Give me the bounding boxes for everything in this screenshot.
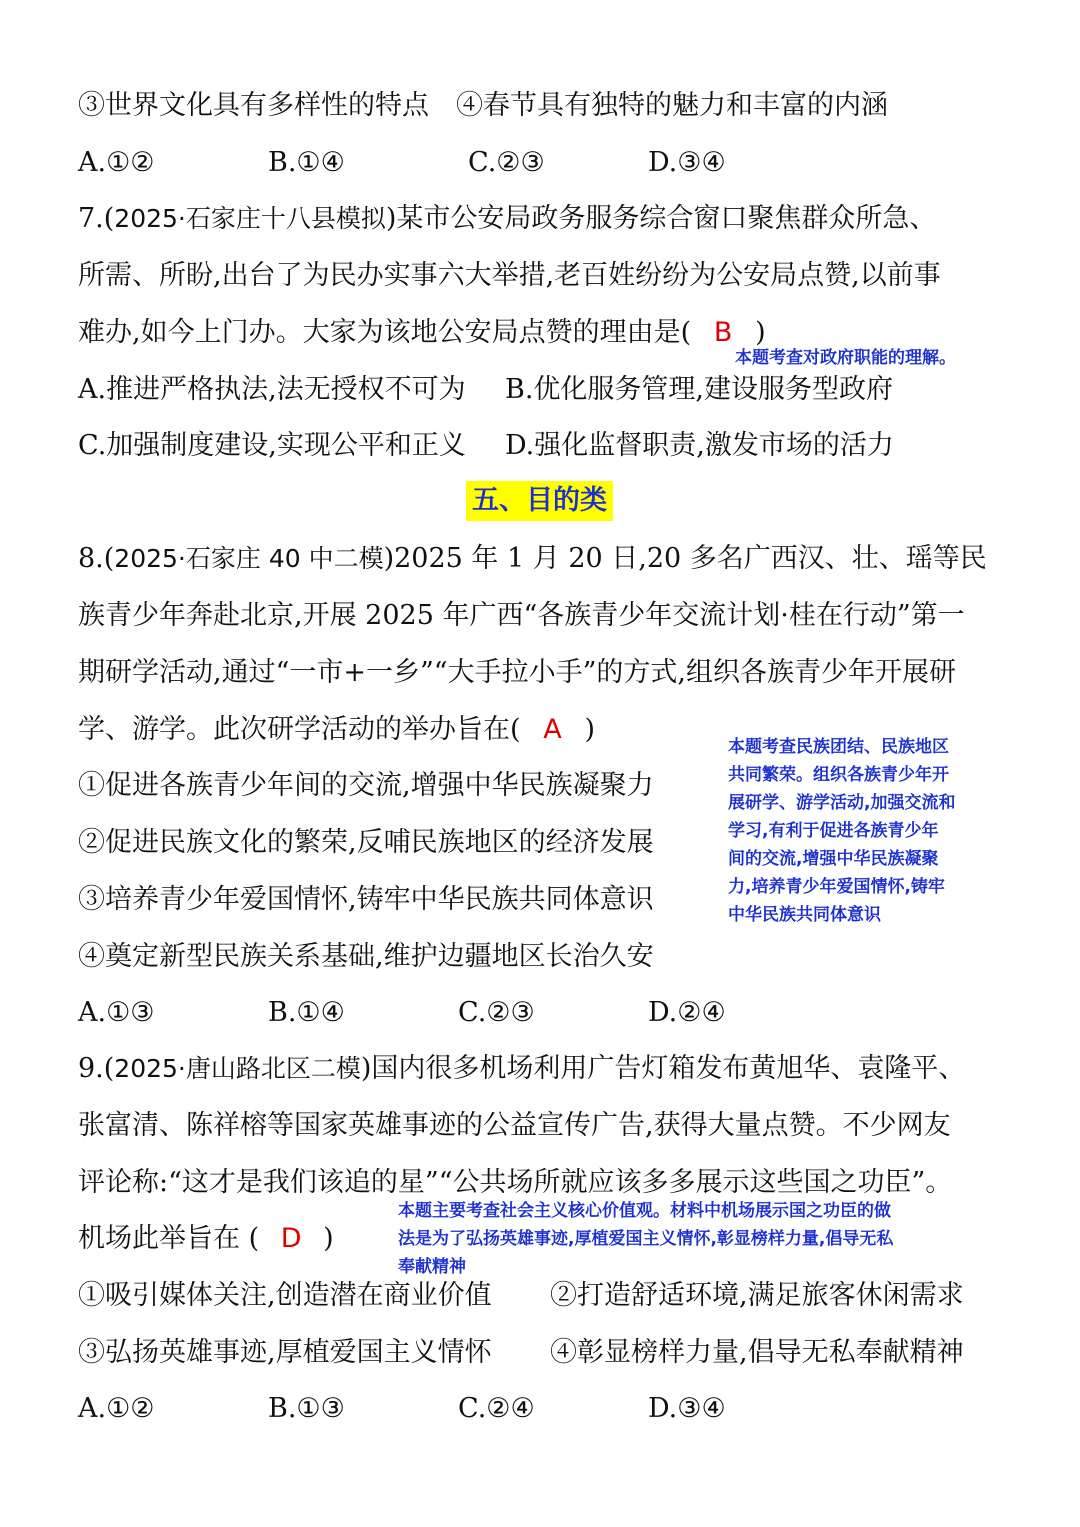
q8-answer: A <box>543 714 562 745</box>
q7-answer: B <box>713 317 733 348</box>
q8-item-4: ④奠定新型民族关系基础,维护边疆地区长治久安 <box>78 941 654 972</box>
q8-source: 2025·石家庄 40 中二模 <box>114 544 384 573</box>
q9-answer: D <box>280 1223 302 1254</box>
q9-item-3: ③弘扬英雄事迹,厚植爱国主义情怀 <box>78 1337 492 1368</box>
q7-source: 2025·石家庄十八县模拟 <box>114 204 386 233</box>
q9-item-1: ①吸引媒体关注,创造潜在商业价值 <box>78 1280 492 1311</box>
q8-stem-line2: 族青少年奔赴北京,开展 2025 年广西“各族青少年交流计划·桂在行动”第一 <box>78 600 965 631</box>
q7-stem-line3: 难办,如今上门办。大家为该地公安局点赞的理由是( B ) <box>78 313 766 353</box>
q9-option-a: A.①② <box>78 1393 155 1424</box>
q8-item-3: ③培养青少年爱国情怀,铸牢中华民族共同体意识 <box>78 884 654 915</box>
q9-item-4: ④彰显榜样力量,倡导无私奉献精神 <box>550 1337 964 1368</box>
q9-option-d: D.③④ <box>648 1393 726 1424</box>
q8-stem-line3: 期研学活动,通过“一市+一乡”“大手拉小手”的方式,组织各族青少年开展研 <box>78 657 956 688</box>
q7-stem-line2: 所需、所盼,出台了为民办实事六大举措,老百姓纷纷为公安局点赞,以前事 <box>78 260 941 291</box>
q9-stem-line4: 机场此举旨在 ( D ) <box>78 1219 334 1259</box>
q7-option-b: B.优化服务管理,建设服务型政府 <box>505 374 894 405</box>
q9-stem-line2: 张富清、陈祥榕等国家英雄事迹的公益宣传广告,获得大量点赞。不少网友 <box>78 1110 951 1141</box>
q6-option-d: D.③④ <box>648 147 726 178</box>
q8-stem-line1: 8.(2025·石家庄 40 中二模)2025 年 1 月 20 日,20 多名广西汉、壮、瑶等民 <box>78 543 987 574</box>
q9-stem-line3: 评论称:“这才是我们该追的星”“公共场所就应该多多展示这些国之功臣”。 <box>78 1167 953 1198</box>
q8-option-c: C.②③ <box>458 997 535 1028</box>
q7-stem-line1: 7.(2025·石家庄十八县模拟)某市公安局政务服务综合窗口聚焦群众所急、 <box>78 203 937 234</box>
q6-option-b: B.①④ <box>268 147 345 178</box>
q8-option-d: D.②④ <box>648 997 726 1028</box>
q7-option-d: D.强化监督职责,激发市场的活力 <box>505 430 894 461</box>
q9-stem-line1: 9.(2025·唐山路北区二模)国内很多机场利用广告灯箱发布黄旭华、袁隆平、 <box>78 1053 966 1084</box>
q7-option-c: C.加强制度建设,实现公平和正义 <box>78 430 466 461</box>
q9-note: 本题主要考查社会主义核心价值观。材料中机场展示国之功臣的做 法是为了弘扬英雄事迹,厚植爱国主义情怀,彰显榜样力量,倡导无私 奉献精神 <box>398 1201 894 1277</box>
q8-item-2: ②促进民族文化的繁荣,反哺民族地区的经济发展 <box>78 827 654 858</box>
q8-option-a: A.①③ <box>78 997 155 1028</box>
q6-items-row: ③世界文化具有多样性的特点 ④春节具有独特的魅力和丰富的内涵 <box>78 90 888 121</box>
q8-item-1: ①促进各族青少年间的交流,增强中华民族凝聚力 <box>78 770 654 801</box>
q9-option-c: C.②④ <box>458 1393 535 1424</box>
q9-source: 2025·唐山路北区二模 <box>114 1054 361 1083</box>
section-heading: 五、目的类 <box>466 481 613 521</box>
q8-stem-line4: 学、游学。此次研学活动的举办旨在( A ) <box>78 710 595 750</box>
q8-option-b: B.①④ <box>268 997 345 1028</box>
q6-option-c: C.②③ <box>468 147 545 178</box>
q8-note: 本题考查民族团结、民族地区 共同繁荣。组织各族青少年开 展研学、游学活动,加强交流和 学习,有利于促进各族青少年 间的交流,增强中华民族凝聚 力,培养青少年爱国情怀,铸牢 中华民族共同体意识 <box>728 737 956 925</box>
q7-option-a: A.推进严格执法,法无授权不可为 <box>78 374 466 405</box>
q9-item-2: ②打造舒适环境,满足旅客休闲需求 <box>550 1280 964 1311</box>
q7-note: 本题考查对政府职能的理解。 <box>735 348 956 368</box>
q6-option-a: A.①② <box>78 147 155 178</box>
q9-option-b: B.①③ <box>268 1393 345 1424</box>
